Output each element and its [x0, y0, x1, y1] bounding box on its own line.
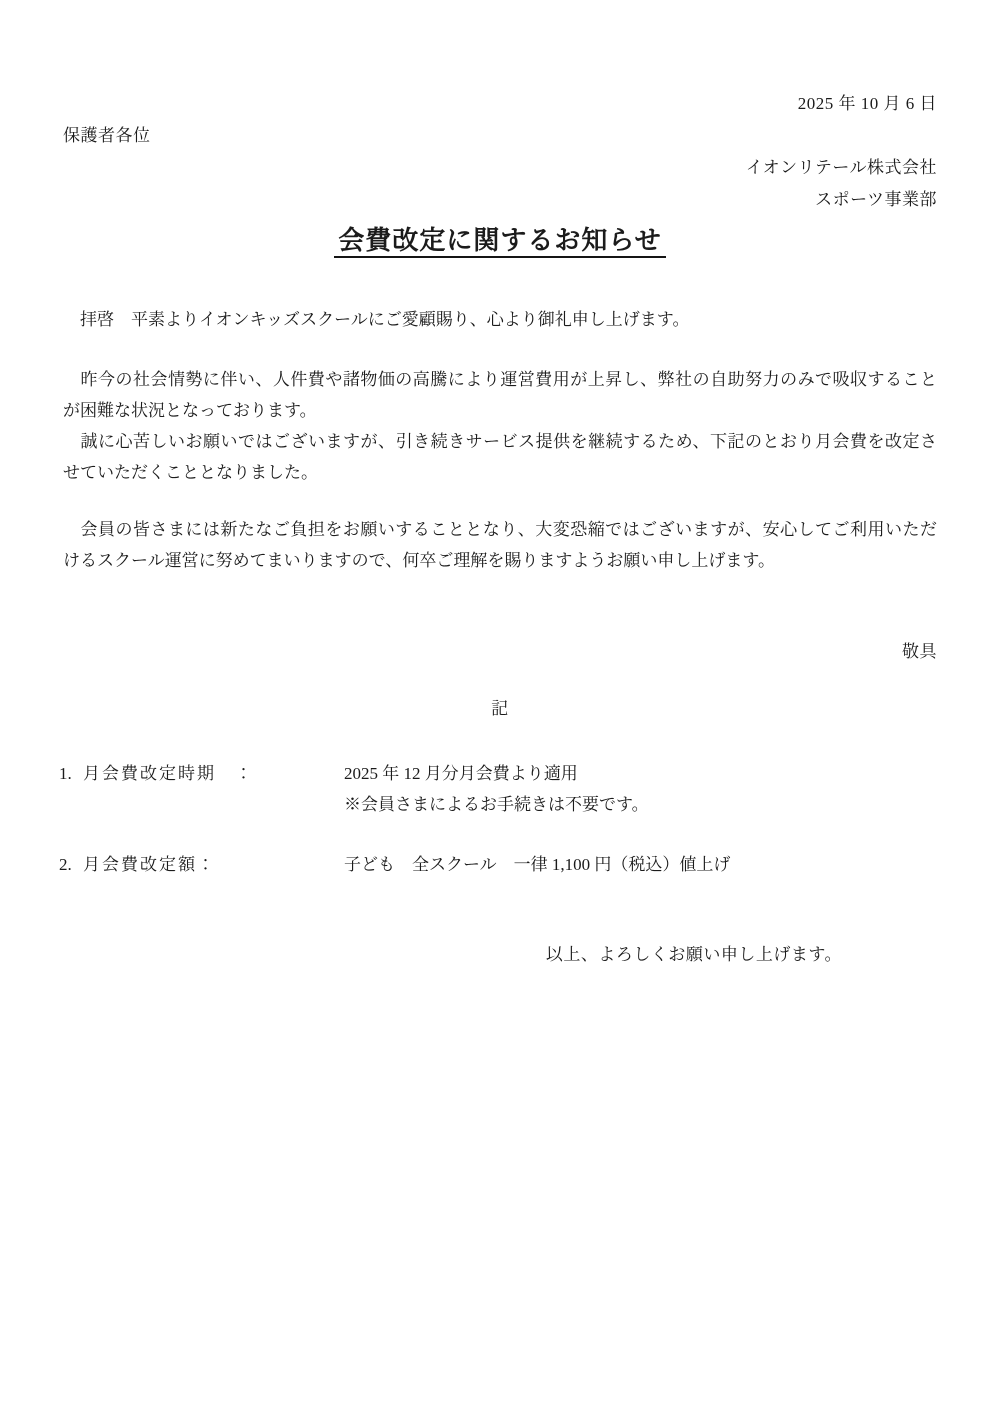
paragraph-line: けるスクール運営に努めてまいりますので、何卒ご理解を賜りますようお願い申し上げます。 — [63, 551, 775, 570]
addressee: 保護者各位 — [63, 126, 151, 145]
item-label: 月会費改定額： — [83, 855, 216, 874]
item-number: 2. — [59, 855, 72, 874]
body-paragraph — [63, 426, 937, 488]
list-item — [59, 849, 937, 880]
paragraph-line: 会員の皆さまには新たなご負担をお願いすることとなり、大変恐縮ではございますが、安心してご利用いただ — [63, 520, 937, 539]
record-heading: 記 — [491, 699, 509, 718]
paragraph-line: 誠に心苦しいお願いではございますが、引き続きサービス提供を継続するため、下記のとおり月会費を改定さ — [63, 432, 937, 451]
paragraph-line: 拝啓 平素よりイオンキッズスクールにご愛顧賜り、心より御礼申し上げます。 — [63, 310, 690, 329]
paragraph-line: が困難な状況となっております。 — [63, 401, 317, 420]
item-value-line: 2025 年 12 月分月会費より適用 — [344, 764, 578, 783]
item-label: 月会費改定時期 ： — [83, 764, 254, 783]
paragraph-line: 昨今の社会情勢に伴い、人件費や諸物価の高騰により運営費用が上昇し、弊社の自助努力のみで吸収すること — [63, 370, 937, 389]
item-value-line: ※会員さまによるお手続きは不要です。 — [344, 795, 649, 814]
notice-items — [59, 758, 937, 880]
sender-department: スポーツ事業部 — [815, 190, 937, 209]
greeting-paragraph — [63, 304, 937, 335]
title-row — [63, 221, 937, 264]
item-number: 1. — [59, 764, 72, 783]
document-date: 2025 年 10 月 6 日 — [797, 94, 937, 113]
item-value — [344, 849, 937, 880]
document-title: 会費改定に関するお知らせ — [334, 226, 665, 258]
item-value-line: 子ども 全スクール 一律 1,100 円（税込）値上げ — [344, 855, 731, 874]
list-item — [59, 758, 937, 820]
paragraph-line: せていただくこととなりました。 — [63, 463, 318, 482]
body-paragraph — [63, 514, 937, 576]
body-paragraph — [63, 364, 937, 426]
sender-company: イオンリテール株式会社 — [745, 158, 937, 177]
footer-note: 以上、よろしくお願い申し上げます。 — [545, 945, 842, 964]
item-value — [344, 758, 937, 820]
closing-salutation: 敬具 — [902, 642, 937, 661]
